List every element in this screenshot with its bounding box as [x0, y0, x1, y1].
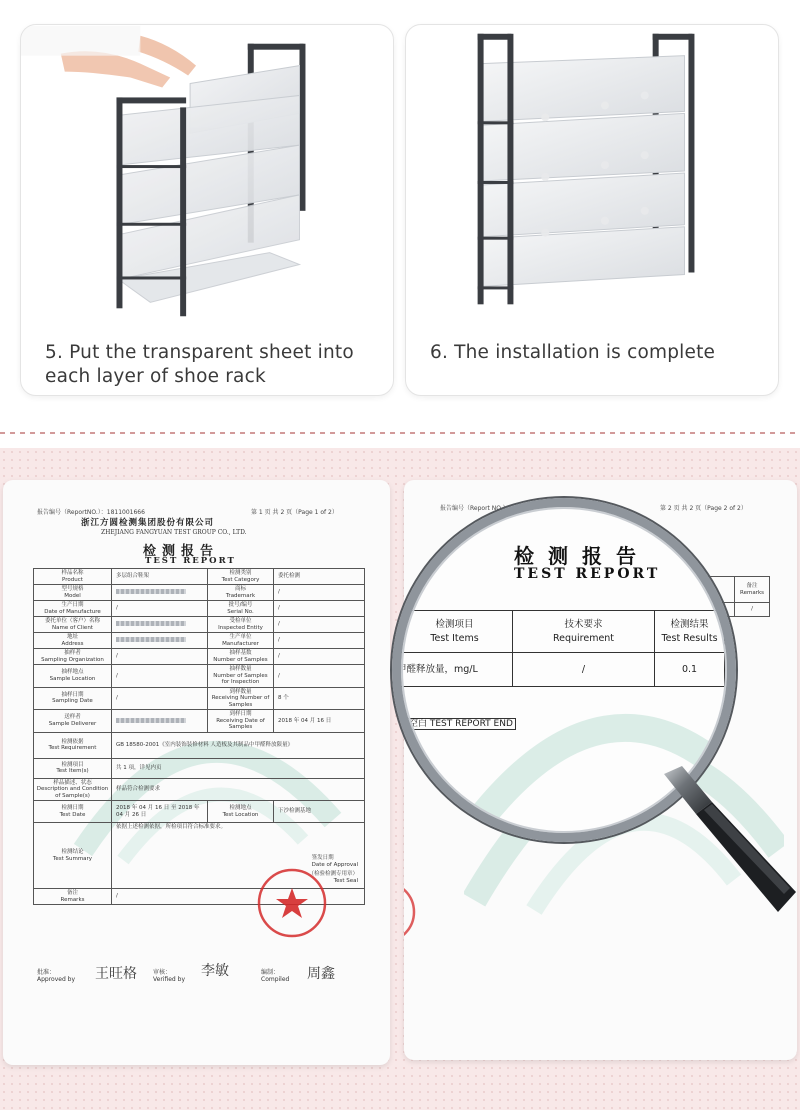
report-no: 报告编号（Report NO.）：	[440, 505, 512, 512]
shoe-rack-complete-illustration	[406, 25, 778, 333]
page-number: 第 2 页 共 2 页（Page 2 of 2）	[660, 505, 747, 512]
verified-by-label: 审核： Verified by	[153, 969, 186, 983]
section-divider	[0, 432, 800, 434]
report-no: 报告编号（ReportNO.）：1811001666	[37, 509, 145, 516]
table-row: 备注 Remarks /	[34, 889, 365, 905]
company-name-en: ZHEJIANG FANGYUAN TEST GROUP CO., LTD.	[101, 529, 247, 536]
remarks-column-fragment: 备注 Remarks /	[704, 576, 770, 617]
table-row: 抽样地点 Sample Location / 抽样数量 Number of Samples for Inspection /	[34, 665, 365, 688]
magnified-title-cn: 检测报告	[514, 544, 650, 568]
step-5-image	[21, 25, 393, 333]
step-5-card	[20, 24, 394, 396]
compiled-by-label: 编制： Compiled	[261, 969, 290, 983]
table-row: 委托单位（客户）名称 Name of Client 受检单位 Inspected Entity /	[34, 617, 365, 633]
step-6-image	[406, 25, 778, 333]
test-report-section	[0, 448, 800, 1110]
report-page-1	[3, 480, 390, 1065]
table-row: 检测日期 Test Date 2018 年 04 月 16 日 至 2018 年 04 月 26 日 检测地点 Test Location 下沙检测基地	[34, 801, 365, 823]
compiled-signature: 周鑫	[307, 966, 335, 982]
test-report-end-note: 空白 TEST REPORT END	[406, 716, 516, 729]
magnifier-handle	[660, 766, 800, 916]
table-row: 生产日期 Date of Manufacture / 批号/编号 Serial No. /	[34, 601, 365, 617]
table-row: 检测结论 Test Summary 依据上述检测依据，所检项目符合标准要求。 （检验检测专用章） Test Seal 签发日期 Date of Approval	[34, 823, 365, 889]
seal-stamp-edge	[404, 880, 424, 944]
redacted-value	[116, 621, 186, 626]
table-row: 检测依据 Test Requirement GB 18580-2001《室内装饰装修材料 人造板及其制品中甲醛释放限量》	[34, 732, 365, 758]
table-row: 送样者 Sample Deliverer 到样日期 Receiving Date of Samples 2018 年 04 月 16 日	[34, 710, 365, 733]
magnified-title-en: TEST REPORT	[514, 566, 661, 582]
step-5-caption: 5. Put the transparent sheet into each layer of shoe rack	[45, 342, 354, 387]
approval-date: 签发日期 Date of Approval	[311, 855, 358, 868]
table-row: 样品描述、状态 Description and Condition of Sample(s) 样品符合检测要求	[34, 778, 365, 801]
report-cover-table	[33, 568, 365, 905]
table-row: 检测项目 Test Item(s) 共 1 项，详见内页	[34, 758, 365, 778]
redacted-value	[116, 589, 186, 594]
installation-steps-section	[0, 0, 800, 420]
official-seal-stamp	[255, 866, 329, 940]
table-row: 型号规格 Model 商标 Trademark /	[34, 585, 365, 601]
table-row: 甲醛释放量，mg/L / 0.1	[397, 653, 725, 687]
table-row: 地址 Address 生产单位 Manufacturer /	[34, 633, 365, 649]
test-seal-label: （检验检测专用章） Test Seal	[308, 871, 358, 884]
table-header-row: 检测项目 Test Items 技术要求 Requirement 检测结果 Test Results	[397, 611, 725, 653]
verified-signature: 李敏	[201, 963, 229, 979]
step-6-caption: 6. The installation is complete	[430, 342, 716, 363]
redacted-value	[116, 637, 186, 642]
table-row: 样品名称 Product 多层组合鞋架 检测类别 Test Category 委托检测	[34, 569, 365, 585]
report-title-cn: 检测报告	[143, 544, 220, 559]
company-name-cn: 浙江方圆检测集团股份有限公司	[81, 518, 215, 528]
shoe-rack-insert-sheet-illustration	[21, 25, 393, 333]
approved-by-label: 批准： Approved by	[37, 969, 76, 983]
report-title-en: TEST REPORT	[145, 556, 236, 566]
redacted-value	[116, 718, 186, 723]
table-row: 抽样者 Sampling Organization / 抽样基数 Number of Samples /	[34, 649, 365, 665]
page-number: 第 1 页 共 2 页（Page 1 of 2）	[251, 509, 338, 516]
table-row: 抽样日期 Sampling Date / 到样数量 Receiving Number of Samples 8 个	[34, 687, 365, 710]
approved-signature: 王旺格	[95, 966, 137, 982]
step-6-card	[405, 24, 779, 396]
